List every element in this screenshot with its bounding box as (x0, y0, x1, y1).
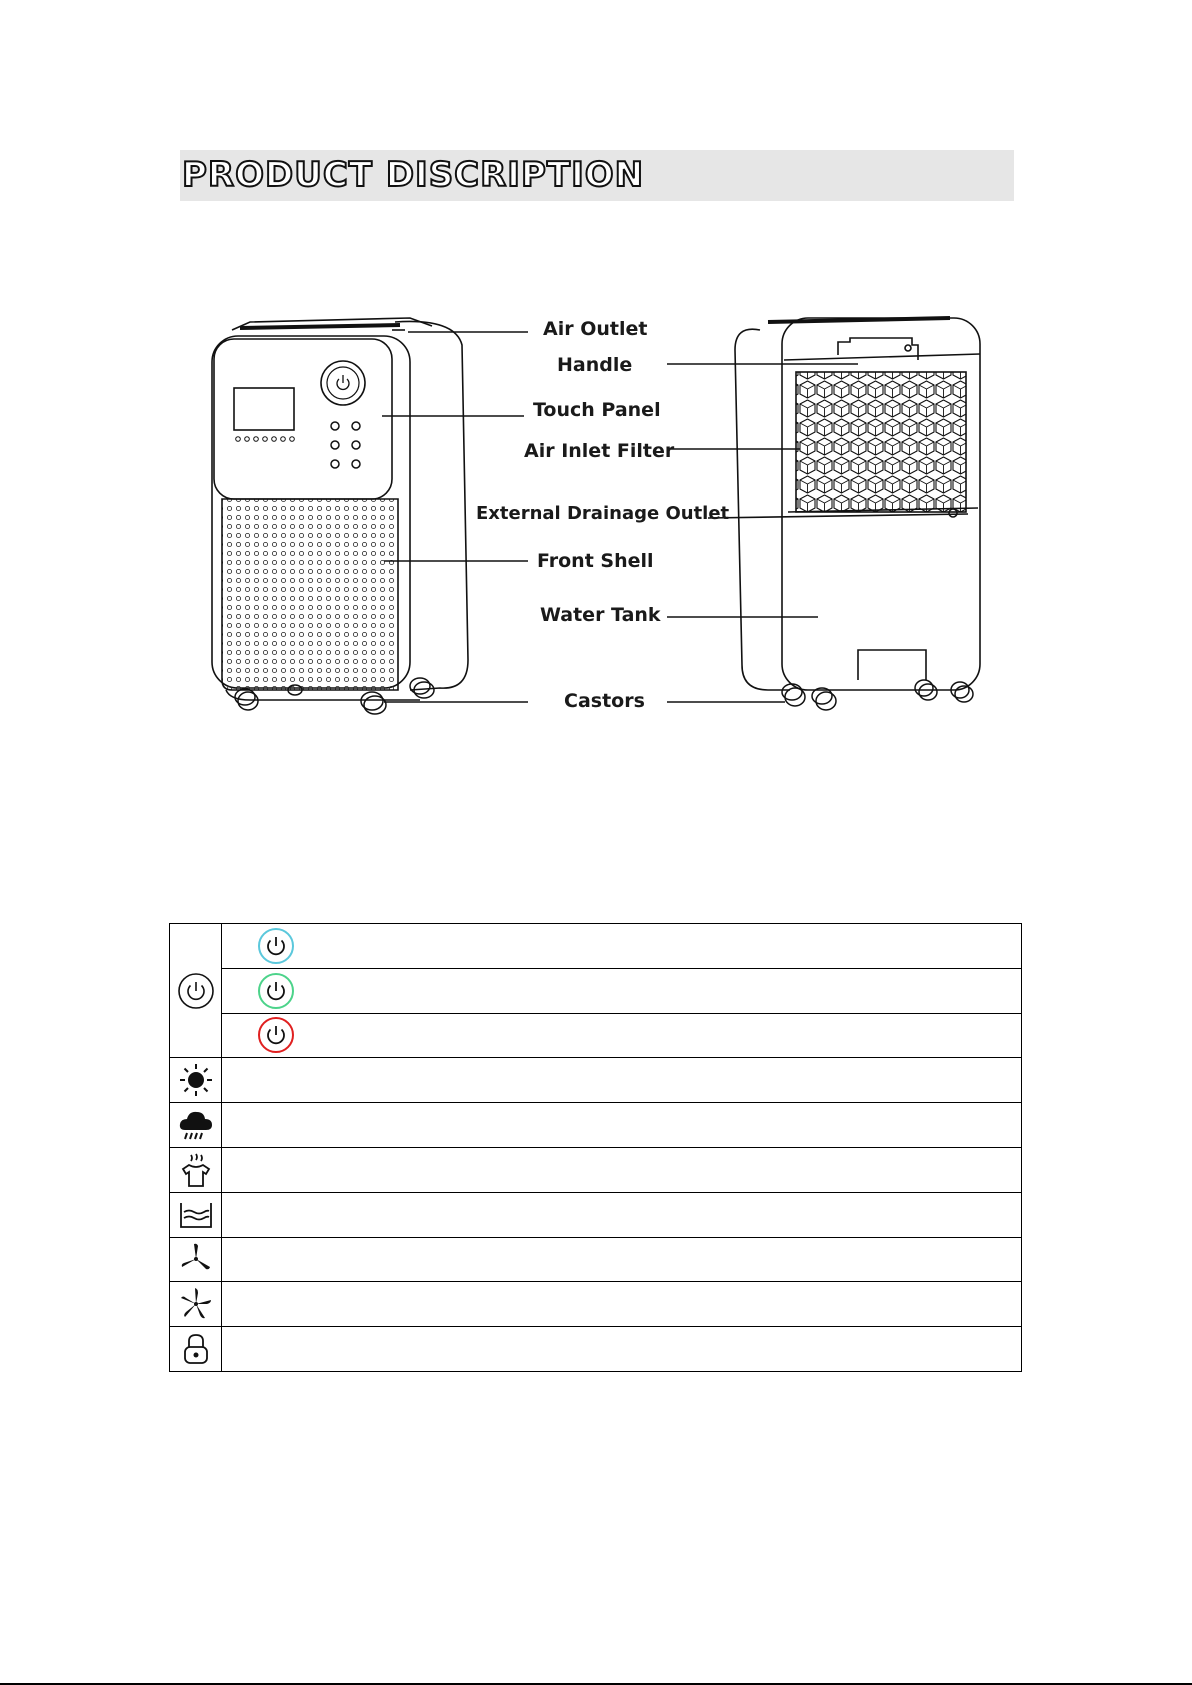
table-cell (170, 1147, 222, 1192)
power-icon (256, 926, 296, 966)
rain-cloud-icon (177, 1106, 215, 1144)
table-cell (222, 1192, 1022, 1237)
table-row (170, 1192, 1022, 1237)
table-row (170, 1103, 1022, 1148)
power-icon (256, 1015, 296, 1055)
table-cell (222, 968, 1022, 1013)
table-cell (222, 1147, 1022, 1192)
table-cell (170, 1327, 222, 1372)
table-cell (222, 924, 1022, 969)
table-row (170, 1058, 1022, 1103)
table-row (170, 1237, 1022, 1282)
section-title: PRODUCT DISCRIPTION (182, 155, 645, 195)
table-row (170, 1327, 1022, 1372)
product-diagram (0, 0, 1192, 760)
table-cell (222, 1103, 1022, 1148)
table-cell (222, 1327, 1022, 1372)
label-castors: Castors (564, 690, 645, 712)
table-cell (170, 924, 222, 1058)
sun-icon (178, 1062, 214, 1098)
table-row (170, 924, 1022, 969)
water-tank-icon (177, 1199, 215, 1231)
label-touch-panel: Touch Panel (533, 399, 661, 421)
low-fan-icon (177, 1240, 215, 1278)
table-cell (170, 1103, 222, 1148)
label-external-drainage-outlet: External Drainage Outlet (476, 503, 730, 524)
table-row (170, 1013, 1022, 1058)
table-cell (222, 1282, 1022, 1327)
table-row (170, 1282, 1022, 1327)
label-front-shell: Front Shell (537, 550, 654, 572)
label-handle: Handle (557, 354, 633, 376)
table-cell (170, 1058, 222, 1103)
control-icons-table (169, 923, 1022, 1372)
table-cell (170, 1192, 222, 1237)
table-cell (170, 1237, 222, 1282)
label-air-inlet-filter: Air Inlet Filter (524, 440, 675, 462)
table-cell (170, 1282, 222, 1327)
table-cell (222, 1058, 1022, 1103)
label-water-tank: Water Tank (540, 604, 661, 626)
lock-icon (181, 1331, 211, 1367)
table-row (170, 1147, 1022, 1192)
label-air-outlet: Air Outlet (543, 318, 648, 340)
front-unit (212, 318, 468, 714)
table-row (170, 968, 1022, 1013)
high-fan-icon (177, 1285, 215, 1323)
laundry-shirt-icon (179, 1151, 213, 1189)
table-cell (222, 1013, 1022, 1058)
table-cell (222, 1237, 1022, 1282)
power-icon (176, 971, 216, 1011)
power-icon (256, 971, 296, 1011)
